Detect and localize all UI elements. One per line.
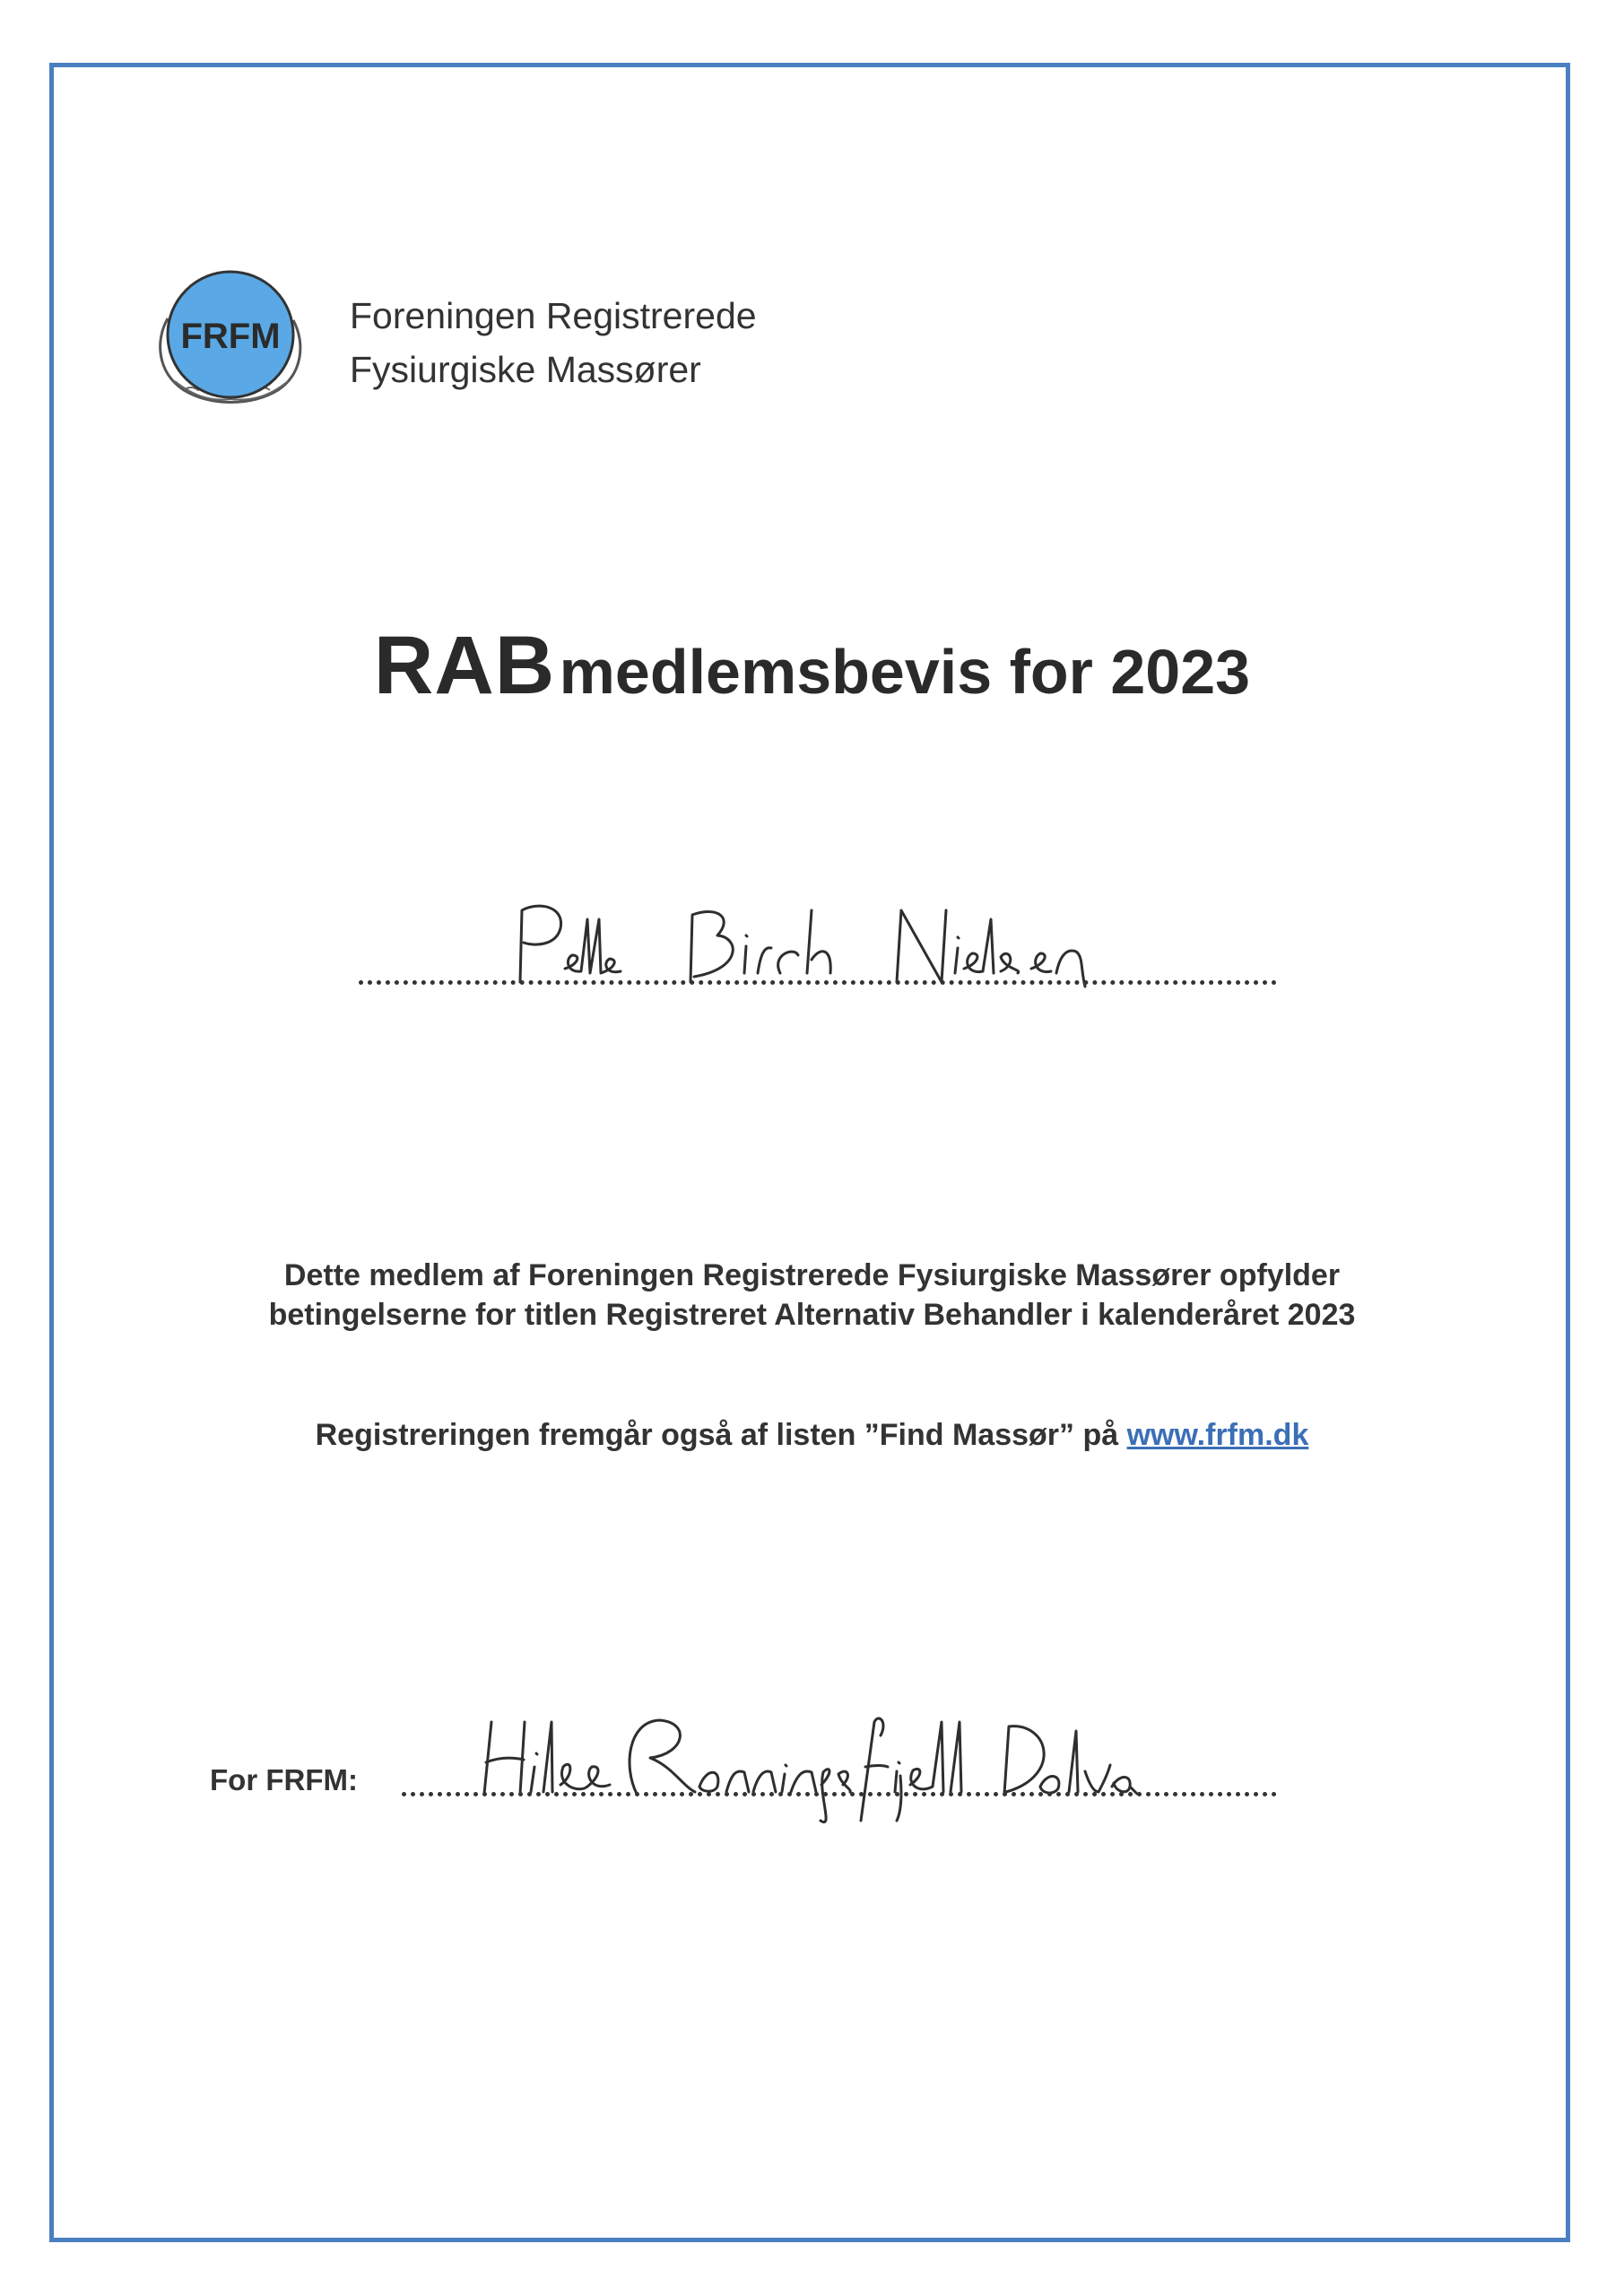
website-link[interactable]: www.frfm.dk [1126, 1418, 1309, 1452]
frfm-logo [148, 265, 314, 413]
title-prefix: RAB [373, 620, 556, 711]
statement-line1: Dette medlem af Foreningen Registrerede Fysiurgiske Massører opfylder [283, 1258, 1341, 1292]
statement-line2: betingelserne for titlen Registreret Alternativ Behandler i kalenderåret 2023 [268, 1298, 1356, 1332]
member-name-line [359, 980, 1277, 985]
organization-name-line2: Fysiurgiske Massører [350, 349, 701, 390]
signer-signature [466, 1686, 1148, 1834]
title-rest: medlemsbevis for 2023 [559, 637, 1251, 707]
registration-text: Registreringen fremgår også af listen ”Find Massør” på [315, 1418, 1127, 1452]
registration-note [0, 1415, 1624, 1455]
logo-text: FRFM [180, 317, 281, 356]
member-name-handwritten [502, 883, 1148, 1004]
organization-name [350, 289, 757, 396]
signature-line [402, 1792, 1277, 1796]
page-title [0, 619, 1624, 713]
certificate-statement [0, 1256, 1624, 1335]
organization-name-line1: Foreningen Registrerede [350, 295, 757, 336]
signature-label: For FRFM: [210, 1763, 358, 1796]
